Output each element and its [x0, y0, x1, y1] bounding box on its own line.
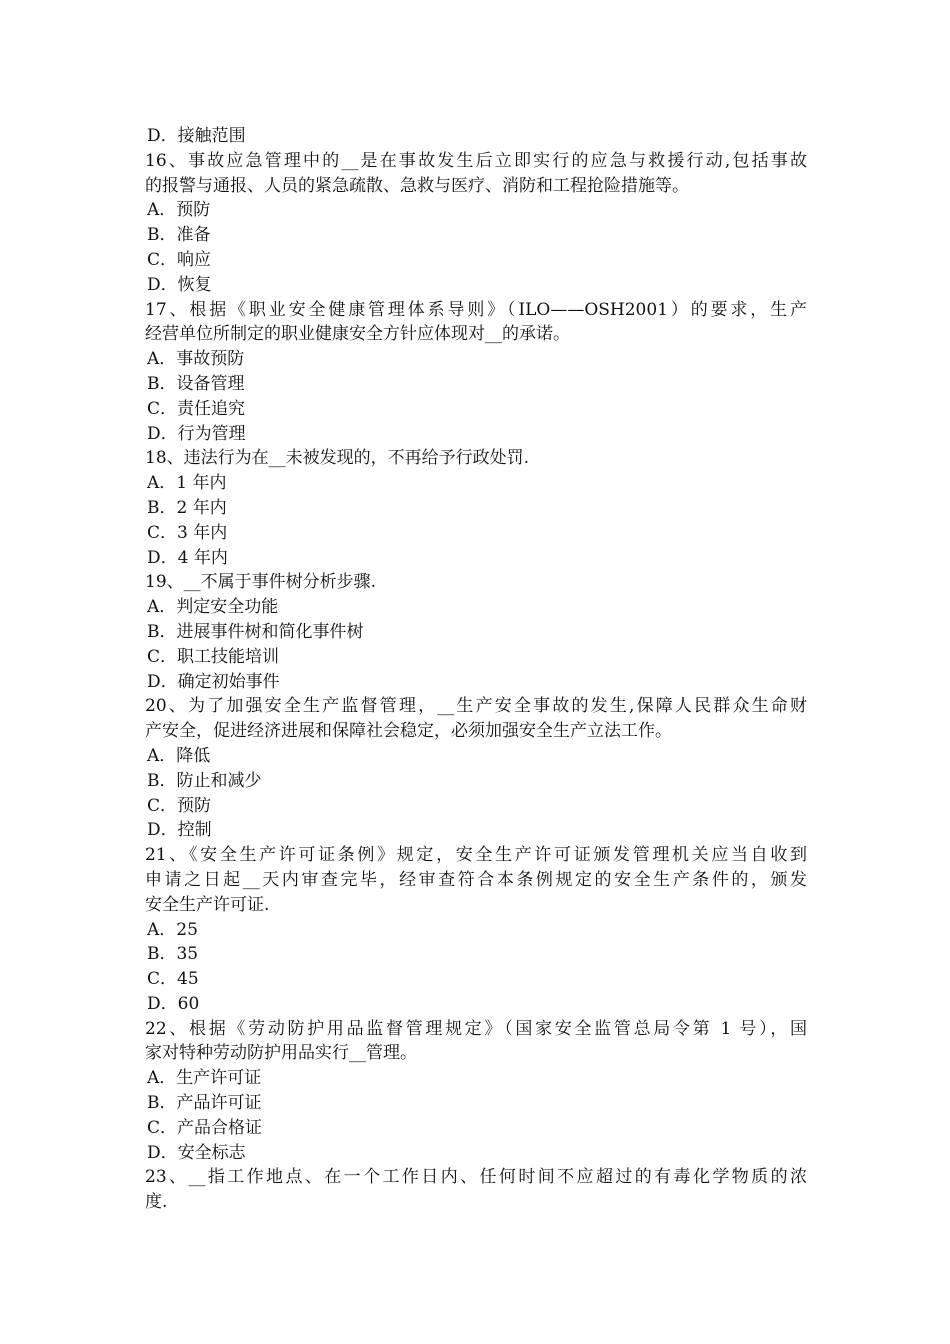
answer-option: A．生产许可证: [147, 1068, 262, 1089]
answer-option: D．控制: [147, 820, 212, 841]
question-text-line: 安全生产许可证.: [145, 894, 270, 915]
question-text-line: 家对特种劳动防护用品实行__管理。: [145, 1043, 417, 1064]
answer-option: A．降低: [147, 745, 211, 766]
question-text-line: 22、根据《劳动防护用品监督管理规定》（国家安全监管总局令第 1 号），国: [145, 1018, 807, 1039]
answer-option: B．产品许可证: [147, 1093, 262, 1114]
answer-option: C．预防: [147, 795, 212, 816]
question-text-line: 17、根据《职业安全健康管理体系导则》（ILO——OSH2001）的要求，生产: [145, 299, 807, 320]
answer-option: D．接触范围: [147, 126, 246, 146]
document-page: [145, 124, 807, 1215]
answer-option: B．35: [147, 944, 199, 965]
question-text-line: 产安全，促进经济进展和保障社会稳定，必须加强安全生产立法工作。: [145, 721, 672, 742]
answer-option: D．恢复: [147, 274, 212, 295]
answer-option: B．2 年内: [147, 497, 227, 518]
answer-option: C．职工技能培训: [147, 646, 280, 667]
question-text-line: 16、事故应急管理中的__是在事故发生后立即实行的应急与救援行动,包括事故: [145, 150, 807, 171]
answer-option: C．产品合格证: [147, 1117, 263, 1138]
answer-option: D．60: [147, 993, 200, 1014]
answer-option: D．确定初始事件: [147, 671, 280, 692]
answer-option: C．3 年内: [147, 522, 228, 543]
question-text-line: 经营单位所制定的职业健康安全方针应体现对__的承诺。: [145, 324, 570, 345]
answer-option: A．预防: [147, 200, 211, 221]
question-text-line: 度.: [145, 1192, 168, 1213]
answer-option: C．响应: [147, 249, 212, 270]
question-text-line: 18、违法行为在__未被发现的，不再给予行政处罚.: [145, 448, 530, 469]
answer-option: A．1 年内: [147, 473, 227, 494]
answer-option: B．准备: [147, 225, 211, 246]
question-text-line: 申请之日起__天内审查完毕，经审查符合本条例规定的安全生产条件的，颁发: [145, 869, 807, 890]
question-text-line: 的报警与通报、人员的紧急疏散、急救与医疗、消防和工程抢险措施等。: [145, 175, 689, 196]
answer-option: D．4 年内: [147, 547, 228, 568]
answer-option: A．事故预防: [147, 349, 245, 370]
answer-option: B．设备管理: [147, 373, 245, 394]
question-text-line: 21、《安全生产许可证条例》规定，安全生产许可证颁发管理机关应当自收到: [145, 845, 807, 866]
answer-option: A．25: [147, 919, 198, 940]
answer-option: D．安全标志: [147, 1142, 246, 1163]
answer-option: B．进展事件树和简化事件树: [147, 621, 364, 642]
answer-option: D．行为管理: [147, 423, 246, 444]
answer-option: A．判定安全功能: [147, 597, 279, 618]
answer-option: C．责任追究: [147, 398, 246, 419]
question-text-line: 19、__不属于事件树分析步骤.: [145, 572, 377, 593]
answer-option: C．45: [147, 969, 199, 990]
question-text-line: 20、为了加强安全生产监督管理，__生产安全事故的发生,保障人民群众生命财: [145, 696, 807, 717]
answer-option: B．防止和减少: [147, 770, 262, 791]
question-text-line: 23、__指工作地点、在一个工作日内、任何时间不应超过的有毒化学物质的浓: [145, 1167, 807, 1188]
